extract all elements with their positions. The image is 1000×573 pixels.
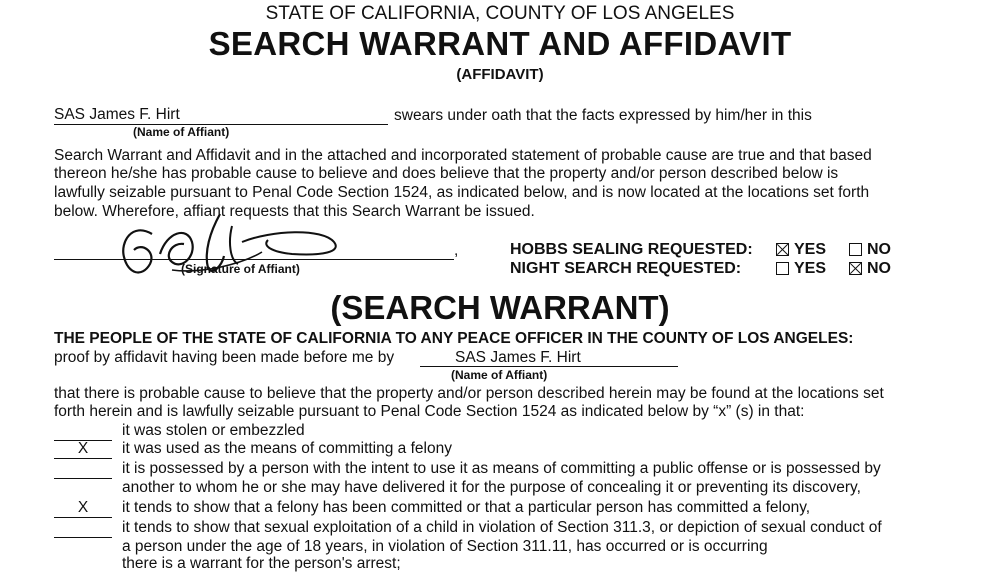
ground-2-text: it was used as the means of committing a felony [122, 440, 452, 457]
ground-3-text-line-2: another to whom he or she may have delivered it for the purpose of concealing it or preventing its discovery, [122, 479, 861, 496]
affidavit-subtitle: (AFFIDAVIT) [456, 66, 544, 83]
ground-4-mark[interactable]: X [54, 499, 112, 518]
night-yes-label: YES [794, 260, 827, 277]
ground-1-mark[interactable] [54, 422, 112, 441]
swears-text: swears under oath that the facts expressed by him/her in this [394, 107, 812, 124]
affidavit-body-line-3: lawfully seizable pursuant to Penal Code Section 1524, as indicated below, and is now located at the locations set forth [54, 184, 870, 201]
state-county-line: STATE OF CALIFORNIA, COUNTY OF LOS ANGELES [265, 3, 735, 24]
cause-line-2: forth herein and is lawfully seizable pursuant to Penal Code Section 1524 as indicated below by “x” (s) in that: [54, 403, 805, 420]
night-no-option[interactable] [849, 260, 891, 278]
ground-2-mark[interactable]: X [54, 440, 112, 459]
signature-comma: , [454, 242, 459, 259]
night-yes-checkbox[interactable] [776, 262, 789, 275]
ground-3-text-line-1: it is possessed by a person with the intent to use it as means of committing a public offense or is possessed by [122, 460, 881, 477]
ground-3-mark[interactable] [54, 460, 112, 479]
ground-6-text: there is a warrant for the person's arrest; [122, 555, 401, 572]
document-title: SEARCH WARRANT AND AFFIDAVIT [208, 25, 792, 62]
hobbs-no-option[interactable] [849, 241, 891, 259]
night-no-checkbox[interactable] [849, 262, 862, 275]
ground-5-text-line-1: it tends to show that sexual exploitation of a child in violation of Section 311.3, or depiction of sexual conduct of [122, 519, 882, 536]
night-no-label: NO [867, 260, 891, 277]
night-search-label: NIGHT SEARCH REQUESTED: [510, 260, 742, 277]
hobbs-sealing-label: HOBBS SEALING REQUESTED: [510, 241, 753, 258]
affidavit-body-line-2: thereon he/she has probable cause to believe and does believe that the property and/or person described below is [54, 165, 839, 182]
affiant-name-label: (Name of Affiant) [133, 125, 230, 139]
affiant-name: SAS James F. Hirt [54, 106, 180, 123]
ground-4-text: it tends to show that a felony has been committed or that a particular person has committed a felony, [122, 499, 811, 516]
ground-1-text: it was stolen or embezzled [122, 422, 305, 439]
hobbs-no-label: NO [867, 241, 891, 258]
sw-affiant-name: SAS James F. Hirt [455, 349, 581, 366]
cause-line-1: that there is probable cause to believe that the property and/or person described herein may be found at the locations set [54, 385, 884, 402]
ground-5-mark[interactable] [54, 519, 112, 538]
affidavit-body-line-4: below. Wherefore, affiant requests that this Search Warrant be issued. [54, 203, 535, 220]
hobbs-no-checkbox[interactable] [849, 243, 862, 256]
people-line: THE PEOPLE OF THE STATE OF CALIFORNIA TO ANY PEACE OFFICER IN THE COUNTY OF LOS ANGELES: [54, 330, 854, 347]
proof-text: proof by affidavit having been made before me by [54, 349, 395, 366]
night-yes-option[interactable] [776, 260, 826, 278]
signature-label: (Signature of Affiant) [181, 262, 300, 276]
search-warrant-title: (SEARCH WARRANT) [330, 289, 670, 326]
hobbs-yes-checkbox[interactable] [776, 243, 789, 256]
hobbs-yes-label: YES [794, 241, 827, 258]
hobbs-yes-option[interactable] [776, 241, 826, 259]
ground-5-text-line-2: a person under the age of 18 years, in violation of Section 311.11, has occurred or is occurring [122, 538, 768, 555]
sw-affiant-name-label: (Name of Affiant) [451, 368, 548, 382]
affidavit-body-line-1: Search Warrant and Affidavit and in the attached and incorporated statement of probable cause are true and that based [54, 147, 872, 164]
